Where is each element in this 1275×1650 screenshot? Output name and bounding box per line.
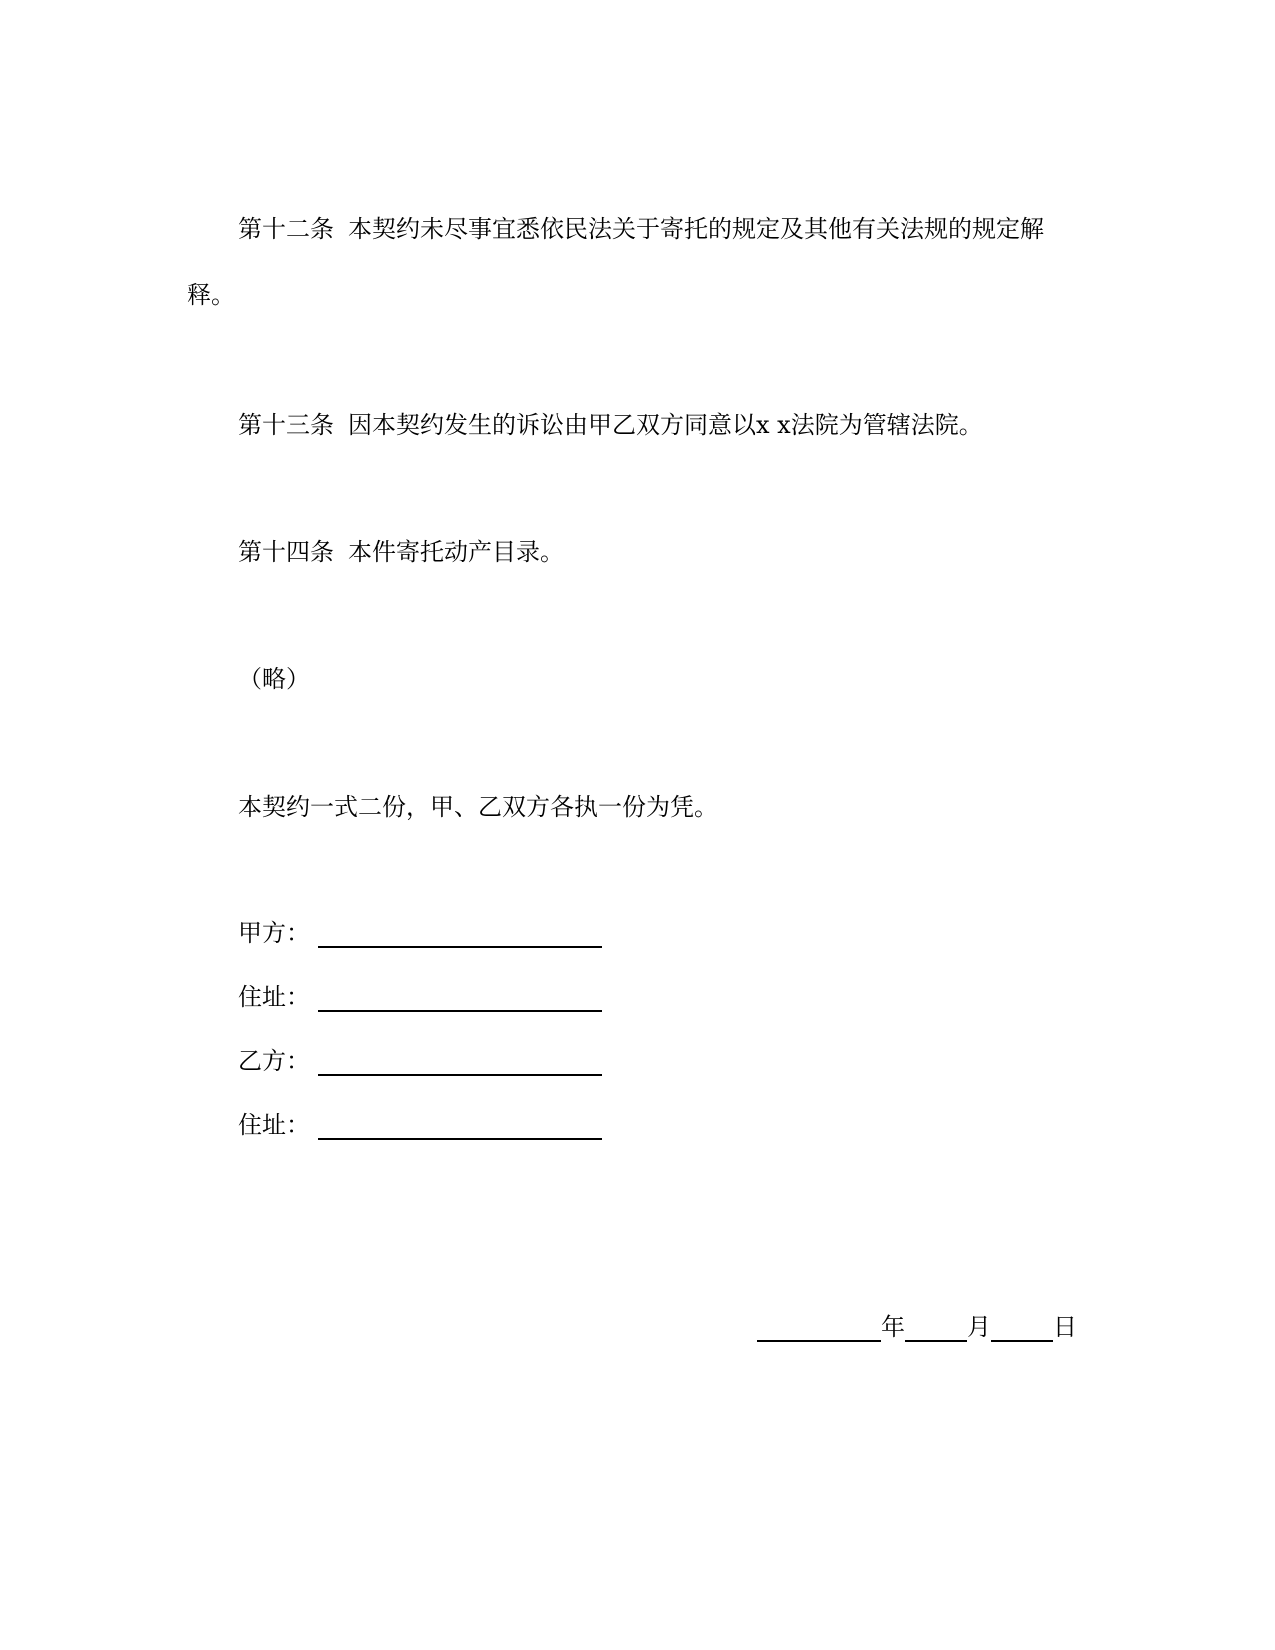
article-14-label: 第十四条 (238, 538, 334, 566)
month-blank (905, 1314, 967, 1342)
article-12-line-1 (238, 214, 1044, 244)
party-a-field (238, 918, 602, 948)
article-14-text: 本件寄托动产目录。 (348, 538, 564, 566)
article-13 (238, 410, 983, 440)
party-b-field (238, 1046, 602, 1076)
party-a-address-label: 住址： (238, 983, 310, 1011)
day-blank (991, 1314, 1053, 1342)
article-13-text: 因本契约发生的诉讼由甲乙双方同意以x x法院为管辖法院。 (348, 411, 983, 439)
party-b-label: 乙方： (238, 1047, 310, 1075)
article-14 (238, 537, 564, 567)
copies-statement: 本契约一式二份，甲、乙双方各执一份为凭。 (238, 793, 718, 821)
party-b-blank (318, 1048, 602, 1076)
article-12-label: 第十二条 (238, 215, 334, 243)
party-a-blank (318, 920, 602, 948)
party-b-address-blank (318, 1112, 602, 1140)
month-label: 月 (967, 1313, 991, 1341)
article-13-label: 第十三条 (238, 411, 334, 439)
party-a-label: 甲方： (238, 919, 310, 947)
party-b-address-field (238, 1110, 602, 1140)
day-label: 日 (1053, 1313, 1077, 1341)
party-a-address-blank (318, 984, 602, 1012)
omitted-note: （略） (238, 665, 310, 693)
party-b-address-label: 住址： (238, 1111, 310, 1139)
date-field (757, 1312, 1077, 1342)
article-12-line-2: 释。 (187, 281, 235, 309)
article-12-text: 本契约未尽事宜悉依民法关于寄托的规定及其他有关法规的规定解 (348, 215, 1044, 243)
year-label: 年 (881, 1313, 905, 1341)
year-blank (757, 1314, 881, 1342)
party-a-address-field (238, 982, 602, 1012)
